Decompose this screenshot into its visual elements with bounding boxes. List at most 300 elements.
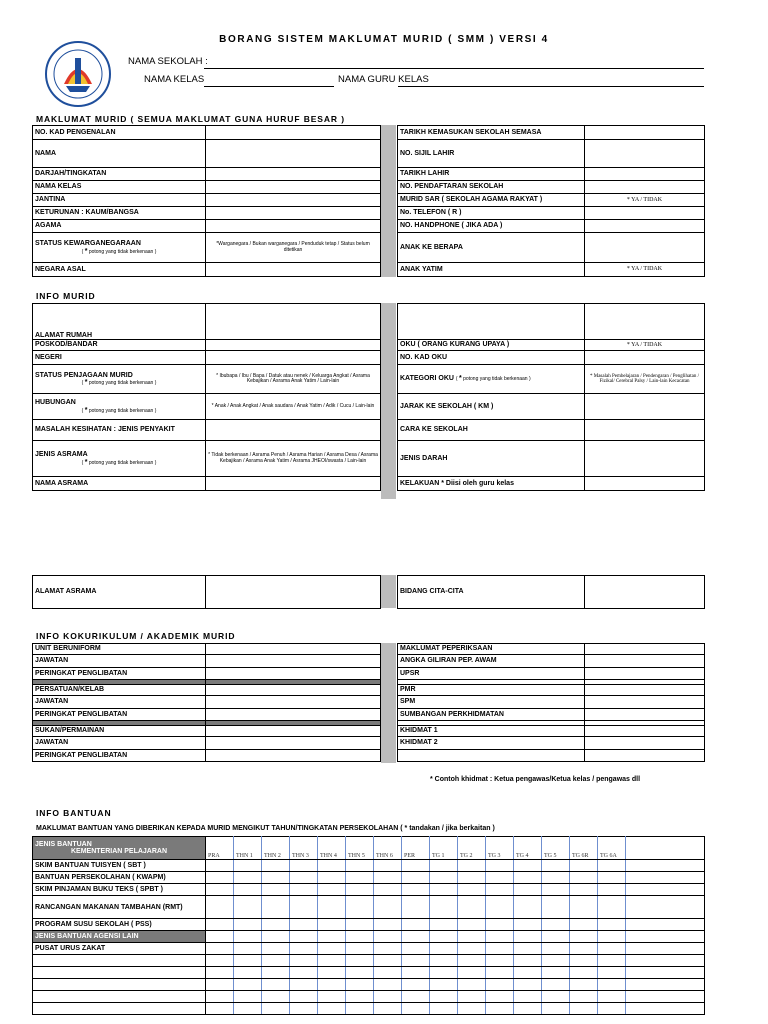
field[interactable] <box>206 644 381 655</box>
bantuan-check-cell[interactable] <box>430 979 458 991</box>
label: STATUS KEWARGANEGARAAN <box>35 240 141 248</box>
bantuan-check-cell[interactable] <box>346 919 374 931</box>
bantuan-check-cell[interactable] <box>318 931 346 943</box>
bantuan-check-cell[interactable] <box>598 884 626 896</box>
bantuan-row <box>33 884 705 896</box>
bantuan-check-cell[interactable] <box>234 931 262 943</box>
field[interactable] <box>206 655 381 668</box>
bantuan-check-cell[interactable] <box>486 872 514 884</box>
bantuan-check-cell[interactable] <box>346 967 374 979</box>
field[interactable] <box>585 668 705 680</box>
label: No. TELEFON ( R ) <box>398 207 585 220</box>
kelas-field[interactable] <box>206 181 381 194</box>
field[interactable] <box>206 750 381 762</box>
bantuan-check-cell[interactable] <box>318 884 346 896</box>
bantuan-check-cell[interactable] <box>430 860 458 872</box>
negara-field[interactable] <box>206 263 381 277</box>
bantuan-check-cell[interactable] <box>570 931 598 943</box>
agama-field[interactable] <box>206 220 381 233</box>
bantuan-check-cell[interactable] <box>598 919 626 931</box>
oku-field[interactable]: * YA / TIDAK <box>585 340 705 351</box>
bantuan-check-cell[interactable] <box>402 931 430 943</box>
status-wn-options[interactable]: *Warganegara / Bukan warganegara / Penduduk tetap / Status belum ditetikan <box>206 233 381 263</box>
hint: potong yang tidak berkenaan <box>88 459 154 466</box>
bantuan-label <box>33 979 206 991</box>
bantuan-check-cell[interactable] <box>570 991 598 1003</box>
field[interactable] <box>206 737 381 750</box>
bantuan-check-cell[interactable] <box>346 1003 374 1015</box>
bantuan-check-cell[interactable] <box>598 872 626 884</box>
nama-field[interactable] <box>206 140 381 168</box>
separator-bar <box>381 303 396 499</box>
bantuan-check-cell[interactable] <box>514 931 542 943</box>
bantuan-label <box>33 991 206 1003</box>
bantuan-check-cell[interactable] <box>430 943 458 955</box>
section-info-bantuan-title: INFO BANTUAN <box>36 808 112 818</box>
bantuan-check-cell[interactable] <box>458 884 486 896</box>
alamat-field[interactable] <box>206 304 381 340</box>
yatim-field[interactable]: * YA / TIDAK <box>585 263 705 277</box>
jenis-bantuan-header <box>33 837 206 860</box>
bantuan-check-cell[interactable] <box>570 943 598 955</box>
year-header: TG 4 <box>514 837 542 860</box>
label: PERSATUAN/KELAB <box>33 685 206 696</box>
bantuan-check-cell[interactable] <box>486 991 514 1003</box>
cara-field[interactable] <box>585 420 705 441</box>
bantuan-label: BANTUAN PERSEKOLAHAN ( KWAPM) <box>33 872 206 884</box>
bantuan-check-cell[interactable] <box>234 943 262 955</box>
bantuan-check-cell[interactable] <box>206 860 234 872</box>
kpm-label: KEMENTERIAN PELAJARAN <box>70 848 168 855</box>
nama-guru-kelas-field[interactable] <box>398 74 704 87</box>
blank-cell <box>398 304 585 340</box>
bantuan-check-cell[interactable] <box>486 884 514 896</box>
bantuan-check-cell[interactable] <box>262 860 290 872</box>
bantuan-check-cell[interactable] <box>542 919 570 931</box>
poskod-field[interactable] <box>206 340 381 351</box>
bantuan-check-cell[interactable] <box>374 967 402 979</box>
bantuan-check-cell[interactable] <box>486 955 514 967</box>
bantuan-check-cell[interactable] <box>542 955 570 967</box>
bantuan-check-cell[interactable] <box>598 860 626 872</box>
keturunan-field[interactable] <box>206 207 381 220</box>
label: JAWATAN <box>33 696 206 709</box>
darjah-field[interactable] <box>206 168 381 181</box>
bantuan-check-cell[interactable] <box>290 872 318 884</box>
bantuan-check-cell[interactable] <box>206 931 234 943</box>
bantuan-check-cell[interactable] <box>318 872 346 884</box>
bantuan-check-cell[interactable] <box>430 919 458 931</box>
section-kokurikulum-title: INFO KOKURIKULUM / AKADEMIK MURID <box>36 631 236 641</box>
bantuan-check-cell[interactable] <box>570 979 598 991</box>
bantuan-check-cell[interactable] <box>570 919 598 931</box>
bantuan-check-cell[interactable] <box>486 1003 514 1015</box>
bantuan-check-cell[interactable] <box>514 979 542 991</box>
bantuan-check-cell[interactable] <box>262 896 290 919</box>
field[interactable] <box>585 655 705 668</box>
bantuan-check-cell[interactable] <box>374 979 402 991</box>
bantuan-check-cell[interactable] <box>374 919 402 931</box>
blank-field[interactable] <box>585 304 705 340</box>
field[interactable] <box>206 726 381 737</box>
bantuan-check-cell[interactable] <box>346 955 374 967</box>
bantuan-check-cell[interactable] <box>458 860 486 872</box>
bantuan-check-cell[interactable] <box>458 931 486 943</box>
bantuan-check-cell[interactable] <box>374 1003 402 1015</box>
bantuan-check-cell[interactable] <box>514 884 542 896</box>
year-header: THN 5 <box>346 837 374 860</box>
bantuan-check-cell[interactable] <box>458 991 486 1003</box>
bantuan-check-cell[interactable] <box>206 943 234 955</box>
bantuan-check-cell[interactable] <box>458 943 486 955</box>
bantuan-check-cell[interactable] <box>346 860 374 872</box>
hint: potong yang tidak berkenaan <box>88 380 154 386</box>
bantuan-check-cell[interactable] <box>346 979 374 991</box>
bantuan-check-cell[interactable] <box>542 991 570 1003</box>
bantuan-check-cell[interactable] <box>458 979 486 991</box>
year-header: TG 2 <box>458 837 486 860</box>
label: NAMA <box>33 140 206 168</box>
label: NO. PENDAFTARAN SEKOLAH <box>398 181 585 194</box>
nama-asrama-field[interactable] <box>206 477 381 491</box>
bantuan-check-cell[interactable] <box>262 919 290 931</box>
bantuan-row <box>33 931 705 943</box>
pendaftaran-field[interactable] <box>585 181 705 194</box>
bantuan-check-cell[interactable] <box>598 979 626 991</box>
bantuan-check-cell[interactable] <box>570 860 598 872</box>
bantuan-check-cell[interactable] <box>514 872 542 884</box>
bantuan-check-cell[interactable] <box>570 872 598 884</box>
bantuan-check-cell[interactable] <box>318 979 346 991</box>
bantuan-check-cell[interactable] <box>290 860 318 872</box>
bantuan-check-cell[interactable] <box>458 1003 486 1015</box>
bantuan-check-cell[interactable] <box>514 991 542 1003</box>
bantuan-check-cell[interactable] <box>514 967 542 979</box>
bantuan-check-cell[interactable] <box>514 896 542 919</box>
bantuan-check-cell[interactable] <box>262 979 290 991</box>
label: UPSR <box>398 668 585 680</box>
bantuan-check-cell[interactable] <box>542 979 570 991</box>
bantuan-check-cell[interactable] <box>514 955 542 967</box>
label: ALAMAT RUMAH <box>33 304 206 340</box>
bantuan-check-cell[interactable] <box>430 931 458 943</box>
label: MURID SAR ( SEKOLAH AGAMA RAKYAT ) <box>398 194 585 207</box>
bantuan-check-cell[interactable] <box>206 872 234 884</box>
label: PERINGKAT PENGLIBATAN <box>33 750 206 762</box>
kategori-options[interactable]: * Masalah Pembelajaran / Pendengaran / Penglihatan / Fizikal/ Cerebral Palsy / Lain-lain Kecacatan <box>585 365 705 394</box>
telefon-field[interactable] <box>585 207 705 220</box>
bantuan-check-cell[interactable] <box>458 872 486 884</box>
bantuan-check-cell[interactable] <box>514 919 542 931</box>
nama-sekolah-field[interactable] <box>204 56 704 69</box>
bantuan-check-cell[interactable] <box>374 931 402 943</box>
bantuan-check-cell[interactable] <box>402 943 430 955</box>
section-info-murid-title: INFO MURID <box>36 291 96 301</box>
bantuan-check-cell[interactable] <box>290 955 318 967</box>
sijil-field[interactable] <box>585 140 705 168</box>
status-wn-cell: STATUS KEWARGANEGARAAN ( * potong yang tidak berkenaan ) <box>33 233 206 263</box>
bantuan-check-cell[interactable] <box>346 884 374 896</box>
bantuan-check-cell[interactable] <box>486 943 514 955</box>
bantuan-check-cell[interactable] <box>346 931 374 943</box>
bantuan-check-cell[interactable] <box>262 943 290 955</box>
field[interactable] <box>206 696 381 709</box>
bantuan-check-cell[interactable] <box>514 1003 542 1015</box>
bantuan-check-cell[interactable] <box>486 967 514 979</box>
bantuan-check-cell[interactable] <box>542 860 570 872</box>
bantuan-check-cell[interactable] <box>542 884 570 896</box>
maklumat-murid-right-table <box>397 125 705 277</box>
bantuan-check-cell[interactable] <box>402 955 430 967</box>
label: SUKAN/PERMAINAN <box>33 726 206 737</box>
empty-cell <box>626 979 705 991</box>
bantuan-check-cell[interactable] <box>430 967 458 979</box>
empty-cell <box>626 872 705 884</box>
bantuan-check-cell[interactable] <box>598 931 626 943</box>
label: CARA KE SEKOLAH <box>398 420 585 441</box>
bantuan-check-cell[interactable] <box>542 967 570 979</box>
bantuan-check-cell[interactable] <box>598 896 626 919</box>
bantuan-check-cell[interactable] <box>402 1003 430 1015</box>
bantuan-check-cell[interactable] <box>346 896 374 919</box>
bantuan-row <box>33 967 705 979</box>
jarak-field[interactable] <box>585 394 705 420</box>
bantuan-check-cell[interactable] <box>374 955 402 967</box>
field[interactable] <box>585 696 705 709</box>
bantuan-label <box>33 955 206 967</box>
bantuan-check-cell[interactable] <box>318 943 346 955</box>
empty-cell <box>626 1003 705 1015</box>
bantuan-check-cell[interactable] <box>374 872 402 884</box>
bantuan-check-cell[interactable] <box>262 931 290 943</box>
bantuan-check-cell[interactable] <box>430 955 458 967</box>
tarikh-masuk-field[interactable] <box>585 126 705 140</box>
bantuan-check-cell[interactable] <box>206 955 234 967</box>
bantuan-check-cell[interactable] <box>290 967 318 979</box>
bantuan-check-cell[interactable] <box>430 884 458 896</box>
bantuan-check-cell[interactable] <box>598 991 626 1003</box>
bantuan-check-cell[interactable] <box>402 872 430 884</box>
bantuan-check-cell[interactable] <box>570 1003 598 1015</box>
bantuan-check-cell[interactable] <box>290 979 318 991</box>
nama-guru-kelas-label: NAMA GURU KELAS <box>338 74 429 85</box>
bantuan-check-cell[interactable] <box>234 955 262 967</box>
bantuan-check-cell[interactable] <box>262 884 290 896</box>
bantuan-check-cell[interactable] <box>206 979 234 991</box>
bantuan-check-cell[interactable] <box>458 919 486 931</box>
bantuan-check-cell[interactable] <box>262 872 290 884</box>
label: MAKLUMAT PEPERIKSAAN <box>398 644 585 655</box>
bantuan-check-cell[interactable] <box>598 967 626 979</box>
bantuan-check-cell[interactable] <box>290 943 318 955</box>
bantuan-check-cell[interactable] <box>374 884 402 896</box>
bantuan-check-cell[interactable] <box>290 991 318 1003</box>
label: AGAMA <box>33 220 206 233</box>
field[interactable] <box>206 709 381 721</box>
bantuan-check-cell[interactable] <box>486 896 514 919</box>
bantuan-check-cell[interactable] <box>318 860 346 872</box>
bantuan-check-cell[interactable] <box>374 991 402 1003</box>
handphone-field[interactable] <box>585 220 705 233</box>
bantuan-check-cell[interactable] <box>262 991 290 1003</box>
bantuan-check-cell[interactable] <box>234 991 262 1003</box>
bantuan-check-cell[interactable] <box>402 860 430 872</box>
label: ANGKA GILIRAN PEP. AWAM <box>398 655 585 668</box>
bantuan-check-cell[interactable] <box>374 896 402 919</box>
field[interactable] <box>585 737 705 750</box>
bantuan-check-cell[interactable] <box>542 943 570 955</box>
bantuan-check-cell[interactable] <box>290 931 318 943</box>
bantuan-check-cell[interactable] <box>234 872 262 884</box>
bantuan-check-cell[interactable] <box>402 991 430 1003</box>
bantuan-check-cell[interactable] <box>318 991 346 1003</box>
bantuan-check-cell[interactable] <box>290 896 318 919</box>
bantuan-check-cell[interactable] <box>262 967 290 979</box>
bantuan-check-cell[interactable] <box>206 884 234 896</box>
bantuan-check-cell[interactable] <box>346 872 374 884</box>
sar-field[interactable]: * YA / TIDAK <box>585 194 705 207</box>
bantuan-check-cell[interactable] <box>542 872 570 884</box>
bantuan-check-cell[interactable] <box>514 943 542 955</box>
bantuan-check-cell[interactable] <box>262 955 290 967</box>
tarikh-lahir-field[interactable] <box>585 168 705 181</box>
bantuan-check-cell[interactable] <box>234 979 262 991</box>
bantuan-check-cell[interactable] <box>318 896 346 919</box>
bantuan-check-cell[interactable] <box>570 955 598 967</box>
bantuan-check-cell[interactable] <box>374 860 402 872</box>
empty-cell <box>626 896 705 919</box>
bantuan-check-cell[interactable] <box>262 1003 290 1015</box>
cita-field[interactable] <box>585 576 705 609</box>
bantuan-check-cell[interactable] <box>234 967 262 979</box>
bantuan-check-cell[interactable] <box>458 955 486 967</box>
field[interactable] <box>206 668 381 680</box>
label <box>398 750 585 762</box>
bantuan-check-cell[interactable] <box>486 919 514 931</box>
field[interactable] <box>585 709 705 721</box>
year-header: TG 3 <box>486 837 514 860</box>
bantuan-check-cell[interactable] <box>290 919 318 931</box>
bantuan-row <box>33 991 705 1003</box>
label: ANAK YATIM <box>398 263 585 277</box>
bantuan-check-cell[interactable] <box>514 860 542 872</box>
penjagaan-options[interactable]: * Ibubapa / Ibu / Bapa / Datuk atau nenek / Keluarga Angkat / Asrama Kebajikan / Asrama Anak Yatim / Lain-lain <box>206 365 381 394</box>
kad-oku-field[interactable] <box>585 351 705 365</box>
bantuan-check-cell[interactable] <box>206 919 234 931</box>
bantuan-check-cell[interactable] <box>542 931 570 943</box>
bantuan-check-cell[interactable] <box>346 943 374 955</box>
label: KATEGORI OKU <box>400 375 454 383</box>
label: NAMA ASRAMA <box>33 477 206 491</box>
bantuan-check-cell[interactable] <box>402 967 430 979</box>
bantuan-check-cell[interactable] <box>234 896 262 919</box>
bantuan-check-cell[interactable] <box>374 943 402 955</box>
bantuan-check-cell[interactable] <box>402 919 430 931</box>
bantuan-check-cell[interactable] <box>598 943 626 955</box>
field[interactable] <box>585 685 705 696</box>
bantuan-check-cell[interactable] <box>206 896 234 919</box>
kategori-cell: KATEGORI OKU ( * potong yang tidak berkenaan ) <box>398 365 585 394</box>
bantuan-check-cell[interactable] <box>206 967 234 979</box>
label: UNIT BERUNIFORM <box>33 644 206 655</box>
field[interactable] <box>585 750 705 762</box>
bantuan-check-cell[interactable] <box>234 860 262 872</box>
empty-cell <box>626 943 705 955</box>
bantuan-check-cell[interactable] <box>570 896 598 919</box>
bantuan-check-cell[interactable] <box>570 967 598 979</box>
empty-cell <box>626 919 705 931</box>
field[interactable] <box>206 685 381 696</box>
empty-cell <box>626 860 705 872</box>
bantuan-check-cell[interactable] <box>486 979 514 991</box>
bantuan-check-cell[interactable] <box>486 931 514 943</box>
asrama-options[interactable]: * Tidak berkenaan / Asrama Penuh / Asrama Harian / Asrama Desa / Asrama Kebajikan / Asrama Anak Yatim / Asrama JHEOI/swasta / Lain-lain <box>206 441 381 477</box>
bantuan-check-cell[interactable] <box>206 991 234 1003</box>
bantuan-check-cell[interactable] <box>346 991 374 1003</box>
bantuan-check-cell[interactable] <box>542 1003 570 1015</box>
label: NO. HANDPHONE ( JIKA ADA ) <box>398 220 585 233</box>
bantuan-check-cell[interactable] <box>402 884 430 896</box>
bantuan-check-cell[interactable] <box>570 884 598 896</box>
bantuan-check-cell[interactable] <box>318 1003 346 1015</box>
bantuan-check-cell[interactable] <box>318 919 346 931</box>
bantuan-check-cell[interactable] <box>206 1003 234 1015</box>
bantuan-check-cell[interactable] <box>430 1003 458 1015</box>
year-header: THN 6 <box>374 837 402 860</box>
bantuan-check-cell[interactable] <box>402 896 430 919</box>
bantuan-check-cell[interactable] <box>542 896 570 919</box>
alamat-asrama-field[interactable] <box>206 576 381 609</box>
bantuan-check-cell[interactable] <box>430 896 458 919</box>
section-maklumat-murid-title: MAKLUMAT MURID ( SEMUA MAKLUMAT GUNA HURUF BESAR ) <box>36 114 345 124</box>
bantuan-row <box>33 1003 705 1015</box>
anak-ke-field[interactable] <box>585 233 705 263</box>
bantuan-check-cell[interactable] <box>290 884 318 896</box>
label: JANTINA <box>33 194 206 207</box>
kelakuan-field[interactable] <box>585 477 705 491</box>
bantuan-check-cell[interactable] <box>402 979 430 991</box>
jantina-field[interactable] <box>206 194 381 207</box>
bantuan-check-cell[interactable] <box>290 1003 318 1015</box>
empty-cell <box>626 931 705 943</box>
hubungan-options[interactable]: * Anak / Anak Angkat / Anak saudara / Anak Yatim / Adik / Cucu / Lain-lain <box>206 394 381 420</box>
label: PERINGKAT PENGLIBATAN <box>33 668 206 680</box>
bantuan-check-cell[interactable] <box>458 896 486 919</box>
label: NO. SIJIL LAHIR <box>398 140 585 168</box>
bantuan-check-cell[interactable] <box>234 919 262 931</box>
bantuan-check-cell[interactable] <box>598 955 626 967</box>
nama-kelas-field[interactable] <box>204 74 334 87</box>
kesihatan-field[interactable] <box>206 420 381 441</box>
field[interactable] <box>585 726 705 737</box>
khidmat-note: * Contoh khidmat : Ketua pengawas/Ketua kelas / pengawas dll <box>430 776 641 783</box>
bantuan-check-cell[interactable] <box>486 860 514 872</box>
bantuan-check-cell[interactable] <box>598 1003 626 1015</box>
bantuan-check-cell[interactable] <box>318 967 346 979</box>
bantuan-check-cell[interactable] <box>458 967 486 979</box>
year-header: THN 3 <box>290 837 318 860</box>
field[interactable] <box>585 644 705 655</box>
negeri-field[interactable] <box>206 351 381 365</box>
bantuan-check-cell[interactable] <box>234 884 262 896</box>
darah-field[interactable] <box>585 441 705 477</box>
bantuan-check-cell[interactable] <box>318 955 346 967</box>
bantuan-check-cell[interactable] <box>430 991 458 1003</box>
bantuan-check-cell[interactable] <box>234 1003 262 1015</box>
no-kp-field[interactable] <box>206 126 381 140</box>
bantuan-check-cell[interactable] <box>430 872 458 884</box>
label: SPM <box>398 696 585 709</box>
